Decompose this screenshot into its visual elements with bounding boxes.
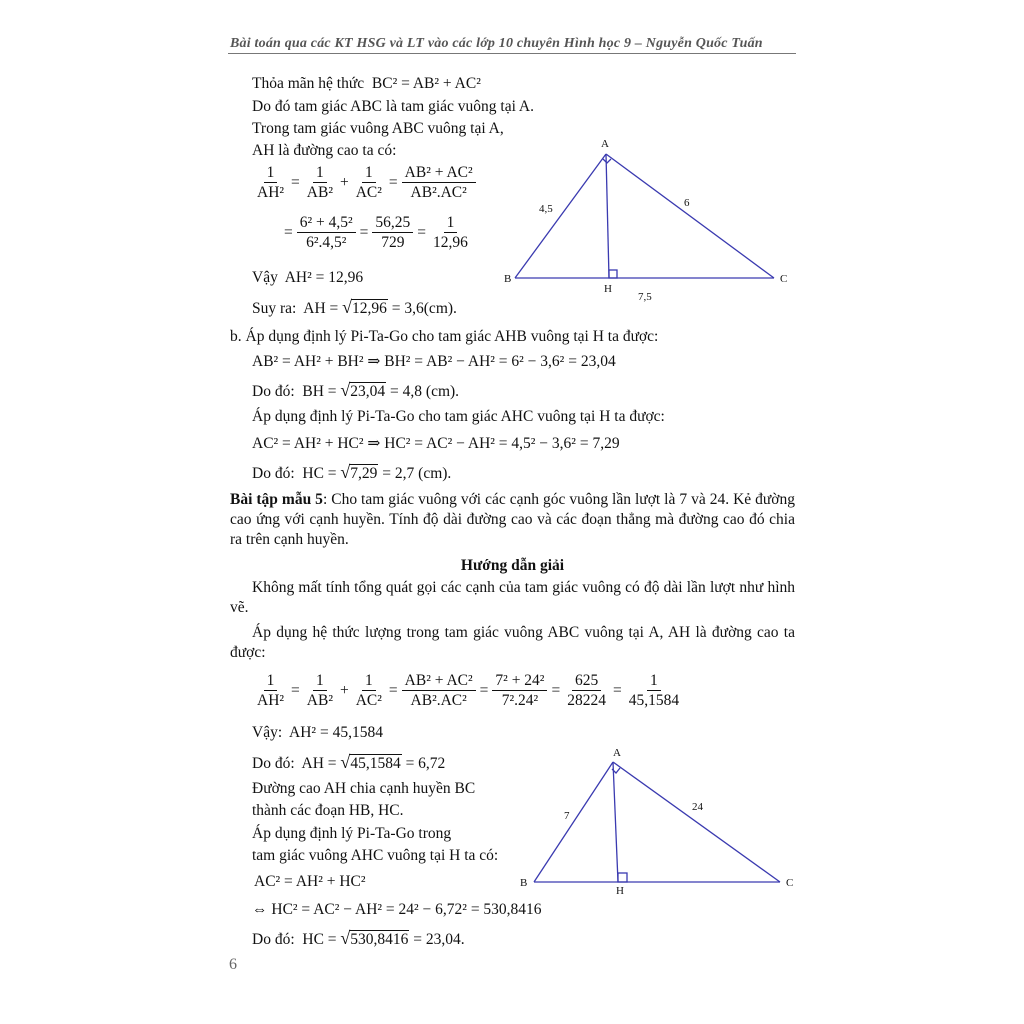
right-angle-mark-a bbox=[603, 159, 611, 163]
formula-1: $\frac{1}{\text{AH²}}$ = $\frac{1}{\text{AB²}}$ + $\frac{1}{\text{AC²}}$ = $\frac{\text{AB² + AC²}}{\text{AB².AC²}}$ bbox=[252, 164, 478, 201]
text-line: tam giác vuông AHC vuông tại H ta có: bbox=[252, 847, 499, 864]
page-number: 6 bbox=[229, 956, 237, 973]
text-line: Vậy AH² = 12,96 bbox=[252, 269, 364, 286]
page-header: Bài toán qua các KT HSG và LT vào các lớp 10 chuyên Hình học 9 – Nguyễn Quốc Tuấn bbox=[230, 36, 763, 51]
label-ab-length: 7 bbox=[564, 810, 570, 822]
label-b: B bbox=[504, 273, 512, 285]
solution-paragraph-1: Không mất tính tổng quát gọi các cạnh của tam giác vuông có độ dài lần lượt như hình vẽ. bbox=[230, 579, 795, 616]
label-b: B bbox=[520, 877, 528, 889]
label-h: H bbox=[604, 283, 612, 295]
text-line: Do đó: HC = √7,29 = 2,7 (cm). bbox=[252, 462, 452, 482]
label-c: C bbox=[786, 877, 794, 889]
side-ac bbox=[613, 762, 780, 882]
solution-title: Hướng dẫn giải bbox=[460, 557, 565, 574]
right-angle-mark-h bbox=[618, 873, 627, 882]
text-line: Vậy: AH² = 45,1584 bbox=[252, 724, 383, 741]
side-ab bbox=[515, 154, 606, 278]
text-line: Suy ra: AH = √12,96 = 3,6(cm). bbox=[252, 297, 457, 317]
text-line: Trong tam giác vuông ABC vuông tại A, bbox=[252, 120, 504, 137]
label-c: C bbox=[780, 273, 788, 285]
right-angle-mark-h bbox=[609, 270, 617, 278]
text-line: Do đó: HC = √530,8416 = 23,04. bbox=[252, 928, 465, 948]
equation-line: AB² = AH² + BH² ⇒ BH² = AB² − AH² = 6² − 3,6² = 23,04 bbox=[252, 353, 616, 370]
triangle-figure-1 bbox=[498, 132, 798, 304]
equation-line: AC² = AH² + HC² bbox=[254, 873, 366, 890]
label-a: A bbox=[601, 138, 609, 150]
side-ab bbox=[534, 762, 613, 882]
text-line: Áp dụng định lý Pi-Ta-Go trong bbox=[252, 825, 452, 842]
text-line: AH là đường cao ta có: bbox=[252, 142, 397, 159]
text-line: b. Áp dụng định lý Pi-Ta-Go cho tam giác AHB vuông tại H ta được: bbox=[230, 328, 659, 345]
exercise-5-statement: Bài tập mẫu 5: Cho tam giác vuông với các cạnh góc vuông lần lượt là 7 và 24. Kẻ đường cao ứng với cạnh huyền. Tính độ dài đường cao và các đoạn thẳng mà đường cao đó chia ra trên cạnh huyền. bbox=[230, 491, 795, 548]
altitude-ah bbox=[613, 762, 618, 882]
label-ac-length: 6 bbox=[684, 197, 690, 209]
text-line: Do đó: AH = √45,1584 = 6,72 bbox=[252, 752, 446, 772]
formula-3: $\frac{1}{\text{AH²}}$ = $\frac{1}{\text{AB²}}$ + $\frac{1}{\text{AC²}}$ = $\frac{\text{AB² + AC²}}{\text{AB².AC²}}$ = $\frac{\text{7² + 24²}}{\text{7².24²}}$ = $\frac{625}{28224}$ = $\frac{1}{45,1584}$ bbox=[257, 672, 680, 709]
equation-line: ⇔ HC² = AC² − AH² = 24² − 6,72² = 530,8416 bbox=[252, 901, 542, 918]
text-line: Áp dụng định lý Pi-Ta-Go cho tam giác AHC vuông tại H ta được: bbox=[252, 408, 665, 425]
solution-paragraph-2: Áp dụng hệ thức lượng trong tam giác vuông ABC vuông tại A, AH là đường cao ta được: bbox=[230, 624, 795, 661]
text-line: Do đó: BH = √23,04 = 4,8 (cm). bbox=[252, 380, 460, 400]
text-line: thành các đoạn HB, HC. bbox=[252, 802, 404, 819]
label-a: A bbox=[613, 747, 621, 759]
formula-2: = $\frac{\text{6² + 4,5²}}{\text{6².4,5²}}$ = $\frac{56,25}{729}$ = $\frac{1}{12,96}$ bbox=[284, 214, 468, 251]
text-line: Thỏa mãn hệ thức BC² = AB² + AC² bbox=[252, 75, 481, 92]
header-rule bbox=[228, 53, 796, 54]
triangle-figure-2 bbox=[512, 742, 802, 900]
text-line: Đường cao AH chia cạnh huyền BC bbox=[252, 780, 476, 797]
equation-line: AC² = AH² + HC² ⇒ HC² = AC² − AH² = 4,5² − 3,6² = 7,29 bbox=[252, 435, 620, 452]
side-ac bbox=[606, 154, 774, 278]
label-bc-length: 7,5 bbox=[638, 291, 652, 303]
text-line: Do đó tam giác ABC là tam giác vuông tại A. bbox=[252, 98, 534, 115]
altitude-ah bbox=[606, 154, 609, 278]
label-ab-length: 4,5 bbox=[539, 203, 553, 215]
label-ac-length: 24 bbox=[692, 801, 703, 813]
label-h: H bbox=[616, 885, 624, 897]
